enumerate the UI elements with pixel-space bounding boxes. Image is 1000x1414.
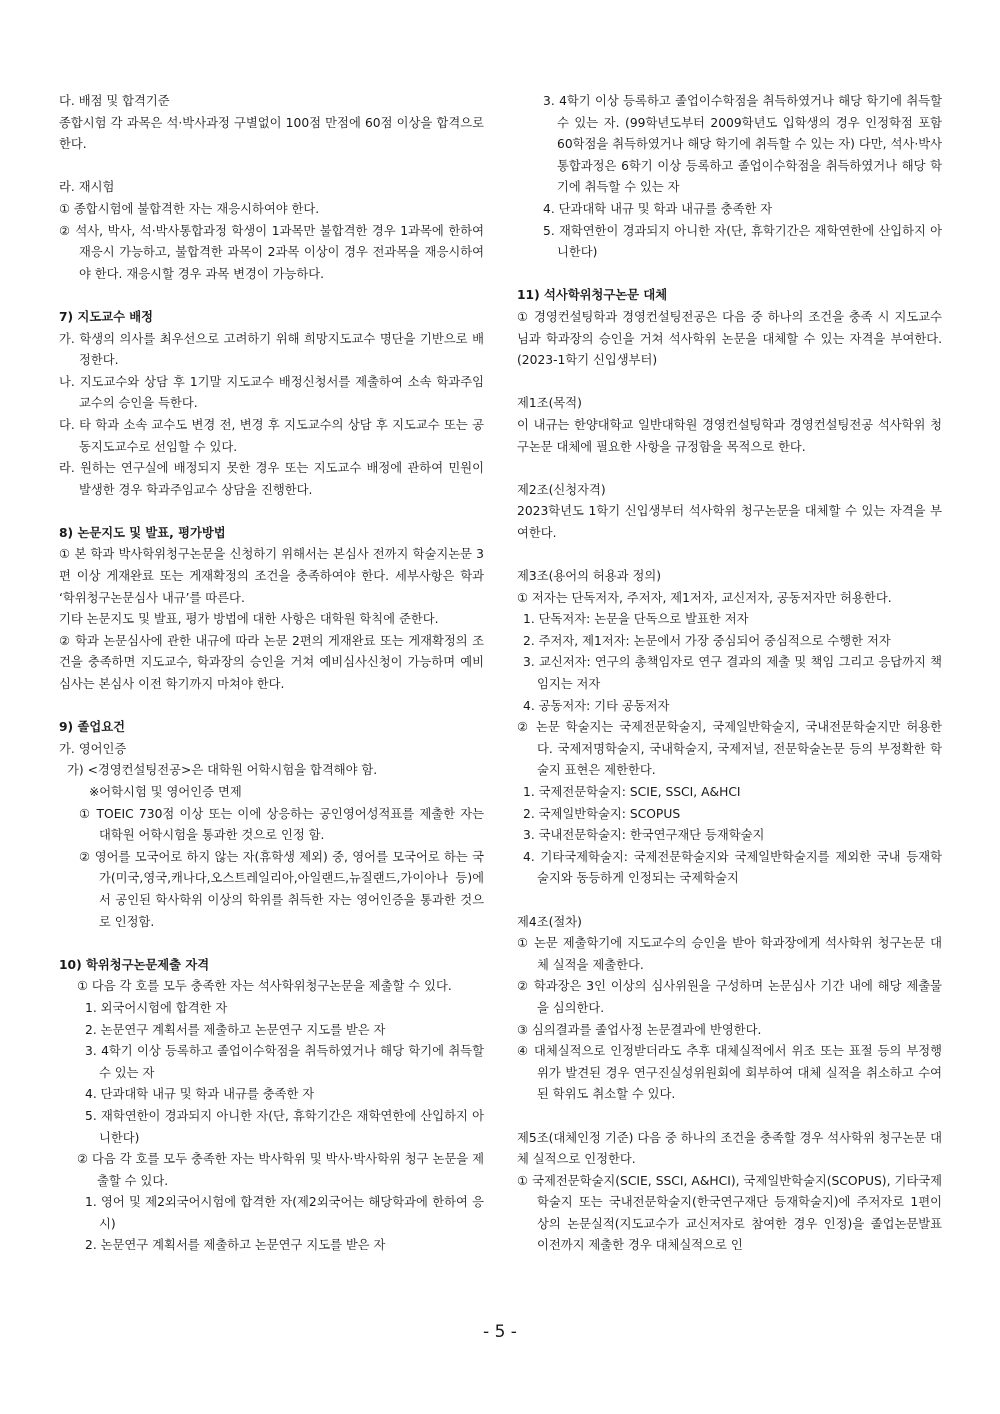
spacer [59, 285, 484, 307]
paragraph: 3. 교신저자: 연구의 총책임자로 연구 결과의 제출 및 책임 그리고 응답까지 책임지는 저자 [523, 655, 942, 692]
paragraph: 4. 단과대학 내규 및 학과 내규를 충족한 자 [543, 201, 773, 216]
paragraph: 이 내규는 한양대학교 일반대학원 경영컨설팅학과 경영컨설팅전공 석사학위 청구논문 대체에 필요한 사항을 규정함을 목적으로 한다. [517, 417, 942, 454]
paragraph: 1. 영어 및 제2외국어시험에 합격한 자(제2외국어는 해당학과에 한하여 응시) [85, 1195, 484, 1231]
paragraph: 다. 배점 및 합격기준 [59, 94, 170, 108]
paragraph: ① 종합시험에 불합격한 자는 재응시하여야 한다. [59, 201, 320, 216]
paragraph: 2023학년도 1학기 신입생부터 석사학위 청구논문을 대체할 수 있는 자격을 부여한다. [517, 504, 942, 540]
paragraph: ② 학과장은 3인 이상의 심사위원을 구성하며 논문심사 기간 내에 해당 제출물을 심의한다. [517, 979, 942, 1015]
section-heading: 9) 졸업요건 [59, 720, 125, 735]
left-column [59, 91, 484, 1257]
spacer [517, 890, 942, 912]
paragraph: 종합시험 각 과목은 석·박사과정 구별없이 100점 만점에 60점 이상을 합격으로 한다. [59, 115, 484, 152]
paragraph: 2. 논문연구 계획서를 제출하고 논문연구 지도를 받은 자 [85, 1238, 386, 1253]
spacer [517, 458, 942, 480]
paragraph: ① 경영컨설팅학과 경영컨설팅전공은 다음 중 하나의 조건을 충족 시 지도교수님과 학과장의 승인을 거쳐 석사학위 논문을 대체할 수 있는 자격을 부여한다. (2023-1학기 신입생부터) [517, 309, 942, 368]
paragraph: 제5조(대체인정 기준) 다음 중 하나의 조건을 충족할 경우 석사학위 청구논문 대체 실적으로 인정한다. [517, 1130, 942, 1167]
spacer [59, 501, 484, 523]
paragraph: 다. 타 학과 소속 교수도 변경 전, 변경 후 지도교수의 상담 후 지도교수 또는 공동지도교수로 선임할 수 있다. [59, 417, 484, 454]
paragraph: ② 학과 논문심사에 관한 내규에 따라 논문 2편의 게재완료 또는 게재확정의 조건을 충족하면 지도교수, 학과장의 승인을 거쳐 예비심사신청이 가능하며 예비심사는 본심사 이전 학기까지 마쳐야 한다. [59, 633, 484, 692]
spacer [59, 156, 484, 178]
paragraph: 4. 단과대학 내규 및 학과 내규를 충족한 자 [85, 1087, 315, 1102]
paragraph: 3. 국내전문학술지: 한국연구재단 등재학술지 [523, 828, 765, 843]
paragraph: ① 저자는 단독저자, 주저자, 제1저자, 교신저자, 공동저자만 허용한다. [517, 590, 892, 605]
paragraph: 나. 지도교수와 상담 후 1기말 지도교수 배정신청서를 제출하여 소속 학과주임교수의 승인을 득한다. [59, 374, 484, 411]
paragraph: ※어학시험 및 영어인증 면제 [89, 785, 242, 799]
section-heading: 11) 석사학위청구논문 대체 [517, 288, 668, 303]
paragraph: ④ 대체실적으로 인정받더라도 추후 대체실적에서 위조 또는 표절 등의 부정행위가 발견된 경우 연구진실성위원회에 회부하여 대체 실적을 취소하고 수여된 학위도 취소할 수 있다. [517, 1044, 942, 1102]
spacer [517, 372, 942, 394]
paragraph: 2. 주저자, 제1저자: 논문에서 가장 중심되어 중심적으로 수행한 저자 [523, 633, 891, 648]
spacer [59, 933, 484, 955]
paragraph: 라. 원하는 연구실에 배정되지 못한 경우 또는 지도교수 배정에 관하여 민원이 발생한 경우 학과주임교수 상담을 진행한다. [59, 461, 484, 497]
paragraph: 제4조(절차) [517, 914, 582, 929]
paragraph: 1. 단독저자: 논문을 단독으로 발표한 저자 [523, 612, 749, 627]
section-heading: 10) 학위청구논문제출 자격 [59, 957, 210, 972]
spacer [59, 696, 484, 718]
paragraph: 4. 기타국제학술지: 국제전문학술지와 국제일반학술지를 제외한 국내 등재학술지와 동등하게 인정되는 국제학술지 [523, 849, 942, 886]
right-column [517, 91, 942, 1257]
paragraph: ② 논문 학술지는 국제전문학술지, 국제일반학술지, 국내전문학술지만 허용한다. 국제저명학술지, 국내학술지, 국제저널, 전문학술논문 등의 부정확한 학술지 표현은 제한한다. [517, 720, 942, 778]
paragraph: 5. 재학연한이 경과되지 아니한 자(단, 휴학기간은 재학연한에 산입하지 아니한다) [85, 1108, 484, 1145]
spacer [517, 1106, 942, 1128]
paragraph: ③ 심의결과를 졸업사정 논문결과에 반영한다. [517, 1022, 762, 1037]
paragraph: ② 다음 각 호를 모두 충족한 자는 박사학위 및 박사·박사학위 청구 논문을 제출할 수 있다. [77, 1152, 484, 1188]
paragraph: ① 다음 각 호를 모두 충족한 자는 석사학위청구논문을 제출할 수 있다. [77, 979, 452, 994]
paragraph: 기타 논문지도 및 발표, 평가 방법에 대한 사항은 대학원 학칙에 준한다. [59, 612, 439, 627]
paragraph: 3. 4학기 이상 등록하고 졸업이수학점을 취득하였거나 해당 학기에 취득할 수 있는 자 [85, 1044, 484, 1080]
paragraph: ② 석사, 박사, 석·박사통합과정 학생이 1과목만 불합격한 경우 1과목에 한하여 재응시 가능하고, 불합격한 과목이 2과목 이상이 경우 전과목을 재응시하여야 한다. 재응시할 경우 과목 변경이 가능하다. [59, 223, 484, 281]
paragraph: 4. 공동저자: 기타 공동저자 [523, 698, 670, 713]
paragraph: 제1조(목적) [517, 396, 582, 411]
section-heading: 8) 논문지도 및 발표, 평가방법 [59, 525, 226, 540]
paragraph: ① 국제전문학술지(SCIE, SSCI, A&HCI), 국제일반학술지(SCOPUS), 기타국제학술지 또는 국내전문학술지(한국연구재단 등재학술지)에 주저자로 1편이상의 논문실적(지도교수가 교신저자로 참여한 경우 인정)을 졸업논문발표 이전까지 제출한 경우 대체실적으로 인 [517, 1173, 942, 1253]
spacer [517, 544, 942, 566]
paragraph: 1. 국제전문학술지: SCIE, SSCI, A&HCI [523, 785, 741, 799]
paragraph: 2. 국제일반학술지: SCOPUS [523, 806, 681, 821]
paragraph: 2. 논문연구 계획서를 제출하고 논문연구 지도를 받은 자 [85, 1022, 386, 1037]
paragraph: 제2조(신청자격) [517, 482, 606, 497]
paragraph: 제3조(용어의 허용과 정의) [517, 569, 662, 584]
paragraph: 5. 재학연한이 경과되지 아니한 자(단, 휴학기간은 재학연한에 산입하지 아니한다) [543, 223, 942, 260]
paragraph: ① 논문 제출학기에 지도교수의 승인을 받아 학과장에게 석사학위 청구논문 대체 실적을 제출한다. [517, 936, 942, 972]
spacer [517, 264, 942, 286]
paragraph: 3. 4학기 이상 등록하고 졸업이수학점을 취득하였거나 해당 학기에 취득할 수 있는 자. (99학년도부터 2009학년도 입학생의 경우 인정학점 포함 60학점을 취득하였거나 해당 학기에 취득할 수 있는 자) 다만, 석사·박사 통합과정은 6학기 이상 등록하고 졸업이수학점을 취득하였거나 해당 학기에 취득할 수 있는 자 [543, 94, 942, 195]
paragraph: 가. 영어인증 [59, 741, 127, 756]
paragraph: 라. 재시험 [59, 180, 115, 195]
paragraph: ① 본 학과 박사학위청구논문을 신청하기 위해서는 본심사 전까지 학술지논문 3편 이상 게재완료 또는 게재확정의 조건을 충족하여야 한다. 세부사항은 학과 ‘학위청구논문심사 내규’를 따른다. [59, 547, 484, 605]
paragraph: 1. 외국어시험에 합격한 자 [85, 1000, 228, 1015]
paragraph: 가) <경영컨설팅전공>은 대학원 어학시험을 합격해야 함. [67, 763, 378, 778]
section-heading: 7) 지도교수 배정 [59, 309, 154, 324]
paragraph: 가. 학생의 의사를 최우선으로 고려하기 위해 희망지도교수 명단을 기반으로 배정한다. [59, 331, 484, 368]
paragraph: ② 영어를 모국어로 하지 않는 자(휴학생 제외) 중, 영어를 모국어로 하는 국가(미국,영국,캐나다,오스트레일리아,아일랜드,뉴질랜드,가이아나 등)에서 공인된 학사학위 이상의 학위를 취득한 자는 영어인증을 통과한 것으로 인정함. [79, 849, 484, 929]
paragraph: ① TOEIC 730점 이상 또는 이에 상응하는 공인영어성적표를 제출한 자는 대학원 어학시험을 통과한 것으로 인정 함. [79, 806, 484, 843]
page-number: - 5 - [483, 1322, 517, 1342]
